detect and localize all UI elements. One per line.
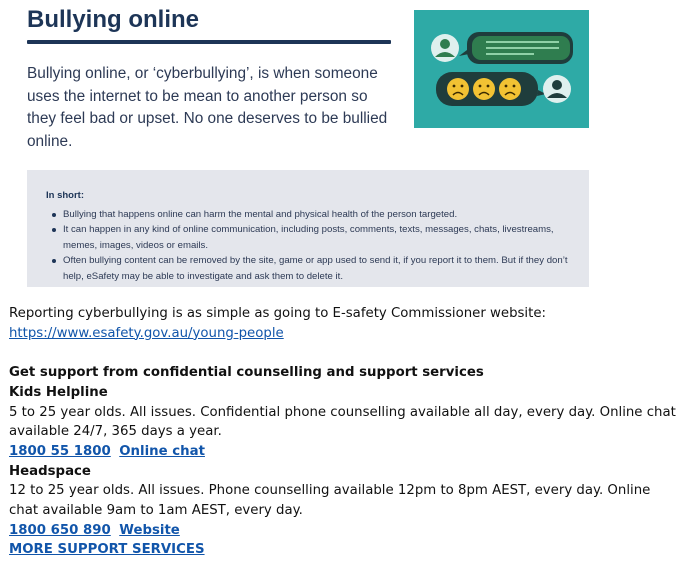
sad-face-icon — [473, 78, 495, 100]
more-support-services-link[interactable]: MORE SUPPORT SERVICES — [9, 542, 205, 558]
service-name-kids-helpline: Kids Helpline — [9, 384, 108, 400]
sad-face-icon — [447, 78, 469, 100]
kids-helpline-phone-link[interactable]: 1800 55 1800 — [9, 443, 111, 459]
list-item: It can happen in any kind of online communication, including posts, comments, texts, messages, chats, livestreams, memes, images, videos or emails. — [46, 222, 576, 253]
document-body — [9, 304, 677, 560]
sad-faces-bubble — [436, 72, 546, 106]
reporting-text: Reporting cyberbullying is as simple as going to E-safety Commissioner website: — [9, 306, 547, 321]
support-heading: Get support from confidential counselling and support services — [9, 365, 484, 381]
cyberbullying-illustration — [414, 10, 589, 128]
blank-line — [9, 343, 677, 363]
kids-helpline-online-chat-link[interactable]: Online chat — [119, 443, 205, 459]
service-description: 12 to 25 year olds. All issues. Phone counselling available 12pm to 8pm AEST, every day. Online chat available 9am to 1am AEST, every day. — [9, 483, 651, 519]
list-item: Bullying that happens online can harm the mental and physical health of the person targeted. — [46, 207, 576, 222]
list-item: Often bullying content can be removed by the site, game or app used to send it, if you report it to them. But if they don’t help, eSafety may be able to investigate and ask them to delete it. — [46, 253, 576, 284]
headspace-website-link[interactable]: Website — [119, 522, 180, 538]
in-short-title: In short: — [46, 190, 84, 201]
article-title: Bullying online — [27, 6, 199, 33]
person-icon — [431, 34, 459, 62]
sad-face-icon — [499, 78, 521, 100]
article-intro: Bullying online, or ‘cyberbullying’, is when someone uses the internet to be mean to another person so they feel bad or upset. No one deserves to be bullied online. — [27, 65, 388, 150]
person-icon — [543, 75, 571, 103]
chat-bubble-icon — [459, 32, 573, 64]
in-short-panel — [27, 170, 589, 287]
in-short-list — [46, 207, 576, 284]
service-description: 5 to 25 year olds. All issues. Confidential phone counselling available all day, every day. Online chat available 24/7, 365 days a year. — [9, 404, 676, 440]
service-name-headspace: Headspace — [9, 463, 91, 479]
title-underline — [27, 40, 391, 44]
esafety-link[interactable]: https://www.esafety.gov.au/young-people — [9, 325, 284, 341]
headspace-phone-link[interactable]: 1800 650 890 — [9, 522, 111, 538]
